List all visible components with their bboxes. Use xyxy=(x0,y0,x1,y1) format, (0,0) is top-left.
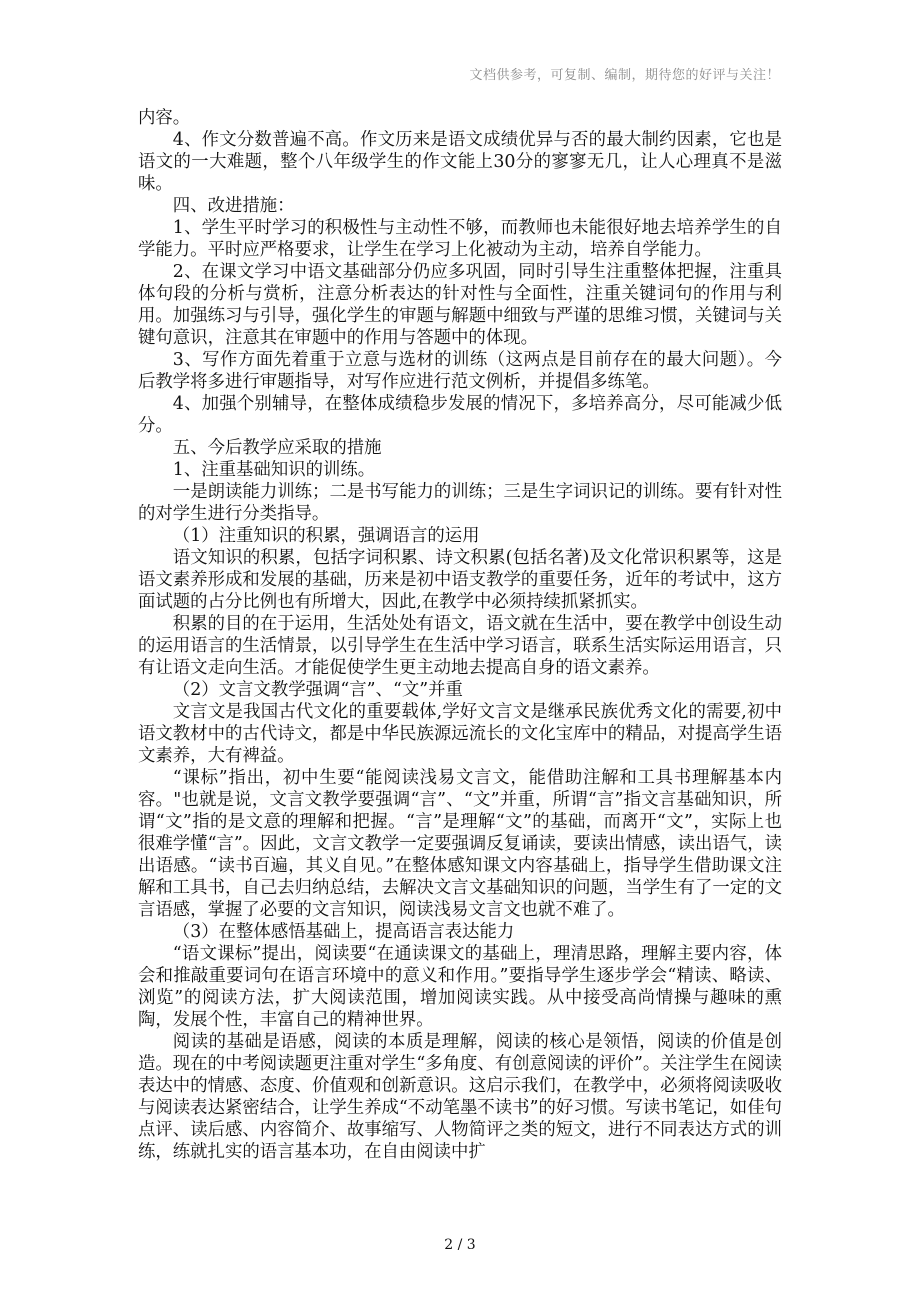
paragraph: 1、注重基础知识的训练。 xyxy=(172,460,376,480)
paragraph: 阅读的基础是语感，阅读的本质是理解，阅读的核心是领悟，阅读的价值是创造。现在的中考阅读题更注重对学生“多角度、有创意阅读的评价”。关注学生在阅读表达中的情感、态度、价值观和创新意识。这启示我们，在教学中，必须将阅读吸收与阅读表达紧密结合，让学生养成“不动笔墨不读书”的好习惯。写读书笔记，如佳句点评、读后感、内容简介、故事缩写、人物简评之类的短文，进行不同表达方式的训练，练就扎实的语言基本功，在自由阅读中扩 xyxy=(138,1032,782,1162)
paragraph: 1、学生平时学习的积极性与主动性不够，而教师也未能很好地去培养学生的自学能力。平时应严格要求，让学生在学习上化被动为主动，培养自学能力。 xyxy=(138,218,782,260)
header-note: 文档供参考，可复制、编制，期待您的好评与关注！ xyxy=(469,68,780,83)
paragraph: 4、作文分数普遍不高。作文历来是语文成绩优异与否的最大制约因素，它也是语文的一大难题，整个八年级学生的作文能上30分的寥寥无几，让人心理真不是滋味。 xyxy=(138,130,782,194)
document-body xyxy=(138,107,782,1187)
paragraph: 积累的目的在于运用，生活处处有语文，语文就在生活中，要在教学中创设生动的运用语言的生活情景，以引导学生在生活中学习语言，联系生活实际运用语言，只有让语文走向生活。才能促使学生更主动地去提高自身的语文素养。 xyxy=(138,614,782,678)
paragraph: （3）在整体感悟基础上，提高语言表达能力 xyxy=(172,922,515,942)
paragraph: “课标”指出，初中生要“能阅读浅易文言文，能借助注解和工具书理解基本内容。"也就是说，文言文教学要强调“言”、“文”并重，所谓“言”指文言基础知识，所谓“文”指的是文意的理解和把握。“言”是理解“文”的基础，而离开“文”，实际上也很难学懂“言”。因此，文言文教学一定要强调反复诵读，要读出情感，读出语气，读出语感。“读书百遍，其义自见。”在整体感知课文内容基础上，指导学生借助课文注解和工具书，自己去归纳总结，去解决文言文基础知识的问题，当学生有了一定的文言语感，掌握了必要的文言知识，阅读浅易文言文也就不难了。 xyxy=(138,768,782,920)
paragraph: 四、改进措施： xyxy=(172,196,295,216)
paragraph: 2、在课文学习中语文基础部分仍应多巩固，同时引导生注重整体把握，注重具体句段的分析与赏析，注意分析表达的针对性与全面性，注重关键词句的作用与利用。加强练习与引导，强化学生的审题与解题中细致与严谨的思维习惯，关键词与关键句意识，注意其在审题中的作用与答题中的体现。 xyxy=(138,262,782,348)
paragraph: “语文课标”提出，阅读要“在通读课文的基础上，理清思路，理解主要内容，体会和推敲重要词句在语言环境中的意义和作用。”要指导学生逐步学会“精读、略读、浏览”的阅读方法，扩大阅读范围，增加阅读实践。从中接受高尚情操与趣味的熏陶，发展个性，丰富自己的精神世界。 xyxy=(138,944,782,1030)
paragraph: 一是朗读能力训练；二是书写能力的训练；三是生字词识记的训练。要有针对性的对学生进行分类指导。 xyxy=(138,482,782,524)
paragraph: （2）文言文教学强调“言”、“文”并重 xyxy=(172,680,463,700)
paragraph: 语文知识的积累，包括字词积累、诗文积累(包括名著)及文化常识积累等，这是语文素养形成和发展的基础，历来是初中语支教学的重要任务，近年的考试中，这方面试题的占分比例也有所增大，因此,在教学中必须持续抓紧抓实。 xyxy=(138,548,782,612)
paragraph: （1）注重知识的积累，强调语言的运用 xyxy=(172,526,480,546)
paragraph: 4、加强个别辅导，在整体成绩稳步发展的情况下，多培养高分，尽可能减少低分。 xyxy=(138,394,782,436)
paragraph: 内容。 xyxy=(138,108,191,128)
paragraph: 3、写作方面先着重于立意与选材的训练（这两点是目前存在的最大问题）。今后教学将多进行审题指导，对写作应进行范文例析，并提倡多练笔。 xyxy=(138,350,782,392)
paragraph: 五、今后教学应采取的措施 xyxy=(172,438,382,458)
page-number: 2 / 3 xyxy=(444,1237,476,1253)
paragraph: 文言文是我国古代文化的重要载体,学好文言文是继承民族优秀文化的需要,初中语文教材中的古代诗文，都是中华民族源远流长的文化宝库中的精品，对提高学生语文素养，大有裨益。 xyxy=(138,702,782,766)
